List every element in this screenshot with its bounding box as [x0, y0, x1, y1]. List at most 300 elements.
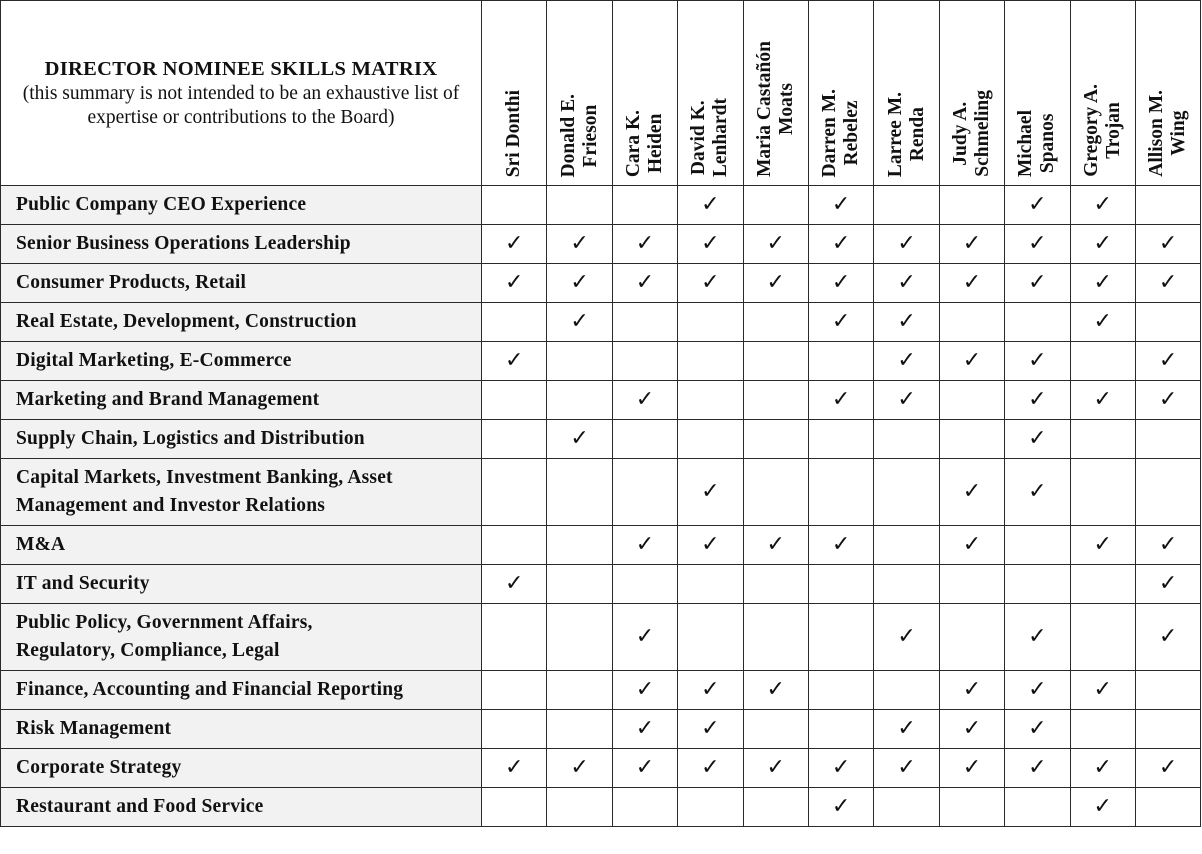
skill-mark-cell [612, 671, 677, 710]
skill-mark-cell [743, 749, 808, 788]
skill-mark-cell [1135, 526, 1200, 565]
skill-label-text: IT and Security [16, 573, 150, 594]
skill-mark-cell [1135, 381, 1200, 420]
skill-mark-cell [939, 526, 1004, 565]
skill-mark-cell [874, 420, 939, 459]
skill-label [1, 303, 482, 342]
director-column-header [678, 1, 743, 186]
skill-mark-cell [612, 710, 677, 749]
skill-mark-cell [1070, 604, 1135, 671]
check-mark-icon: ✓ [635, 532, 655, 557]
skill-mark-cell [874, 749, 939, 788]
check-mark-icon: ✓ [1028, 426, 1047, 451]
skill-mark-cell [678, 604, 743, 671]
skill-mark-cell [939, 186, 1004, 225]
skill-mark-cell [874, 225, 939, 264]
check-mark-icon: ✓ [831, 794, 851, 819]
skill-label [1, 186, 482, 225]
skill-mark-cell [1005, 526, 1070, 565]
skill-row [1, 303, 1201, 342]
check-mark-icon: ✓ [962, 231, 982, 256]
skill-mark-cell [874, 459, 939, 526]
check-mark-icon: ✓ [1028, 387, 1047, 412]
skill-mark-cell [874, 342, 939, 381]
skill-mark-cell [939, 381, 1004, 420]
skill-mark-cell [482, 604, 547, 671]
skill-label [1, 565, 482, 604]
check-mark-icon: ✓ [1093, 387, 1112, 412]
check-mark-icon: ✓ [831, 192, 851, 217]
skill-mark-cell [874, 710, 939, 749]
skill-mark-cell [939, 565, 1004, 604]
skill-label-text: Real Estate, Development, Construction [16, 311, 357, 332]
skill-mark-cell [482, 671, 547, 710]
director-name: Donald E. Frieson [557, 93, 601, 177]
check-mark-icon: ✓ [1093, 192, 1112, 217]
skill-mark-cell [808, 710, 873, 749]
skill-mark-cell [743, 710, 808, 749]
skill-mark-cell [939, 420, 1004, 459]
skill-mark-cell [1005, 264, 1070, 303]
skill-mark-cell [678, 565, 743, 604]
skill-mark-cell [678, 710, 743, 749]
skill-mark-cell [808, 671, 873, 710]
check-mark-icon: ✓ [1028, 479, 1047, 504]
check-mark-icon: ✓ [570, 270, 589, 295]
skill-mark-cell [874, 604, 939, 671]
check-mark-icon: ✓ [570, 309, 589, 334]
skill-mark-cell [678, 788, 743, 827]
check-mark-icon: ✓ [1158, 532, 1178, 557]
director-column-header [939, 1, 1004, 186]
skill-mark-cell [939, 264, 1004, 303]
matrix-title-cell [1, 1, 482, 186]
skill-mark-cell [1070, 459, 1135, 526]
skill-mark-cell [743, 526, 808, 565]
skill-mark-cell [1135, 788, 1200, 827]
skill-mark-cell [612, 303, 677, 342]
skill-mark-cell [612, 225, 677, 264]
skill-mark-cell [547, 710, 612, 749]
skill-mark-cell [482, 264, 547, 303]
check-mark-icon: ✓ [766, 532, 785, 557]
check-mark-icon: ✓ [1158, 270, 1178, 295]
check-mark-icon: ✓ [635, 624, 655, 649]
check-mark-icon: ✓ [766, 231, 785, 256]
check-mark-icon: ✓ [1158, 624, 1178, 649]
director-column-header [1070, 1, 1135, 186]
matrix-title: DIRECTOR NOMINEE SKILLS MATRIX [44, 58, 438, 80]
skill-mark-cell [1005, 225, 1070, 264]
check-mark-icon: ✓ [1028, 231, 1047, 256]
skill-mark-cell [1135, 420, 1200, 459]
skill-mark-cell [743, 565, 808, 604]
skill-mark-cell [808, 749, 873, 788]
check-mark-icon: ✓ [962, 532, 982, 557]
check-mark-icon: ✓ [962, 716, 982, 741]
skill-mark-cell [482, 381, 547, 420]
skill-mark-cell [1070, 671, 1135, 710]
skill-mark-cell [612, 342, 677, 381]
skill-mark-cell [1070, 526, 1135, 565]
skill-mark-cell [1135, 604, 1200, 671]
skill-mark-cell [678, 303, 743, 342]
skill-label-text: Risk Management [16, 718, 172, 739]
check-mark-icon: ✓ [1158, 231, 1178, 256]
check-mark-icon: ✓ [635, 677, 655, 702]
skill-mark-cell [808, 565, 873, 604]
check-mark-icon: ✓ [1093, 309, 1112, 334]
skill-mark-cell [808, 788, 873, 827]
check-mark-icon: ✓ [1093, 677, 1112, 702]
director-name: Allison M. Wing [1146, 90, 1190, 177]
skill-mark-cell [808, 604, 873, 671]
skill-row [1, 459, 1201, 526]
skill-row [1, 671, 1201, 710]
check-mark-icon: ✓ [1028, 192, 1047, 217]
skill-mark-cell [808, 303, 873, 342]
director-name: Gregory A. Trojan [1080, 84, 1124, 177]
skill-mark-cell [547, 459, 612, 526]
check-mark-icon: ✓ [897, 231, 916, 256]
skill-mark-cell [547, 342, 612, 381]
skill-label-text: Consumer Products, Retail [16, 272, 247, 293]
skill-mark-cell [743, 186, 808, 225]
skill-label [1, 420, 482, 459]
skill-mark-cell [743, 381, 808, 420]
skill-mark-cell [1070, 303, 1135, 342]
check-mark-icon: ✓ [962, 677, 982, 702]
skill-mark-cell [874, 303, 939, 342]
skill-mark-cell [547, 749, 612, 788]
skill-mark-cell [482, 186, 547, 225]
skill-mark-cell [939, 710, 1004, 749]
skill-mark-cell [743, 342, 808, 381]
skill-mark-cell [482, 420, 547, 459]
skill-mark-cell [678, 342, 743, 381]
skill-row [1, 604, 1201, 671]
skill-mark-cell [808, 381, 873, 420]
skill-label-text: Supply Chain, Logistics and Distribution [16, 428, 365, 449]
director-name: Larree M. Renda [884, 91, 928, 177]
matrix-body [1, 186, 1201, 827]
check-mark-icon: ✓ [1093, 794, 1112, 819]
skill-mark-cell [1070, 381, 1135, 420]
skill-mark-cell [1135, 342, 1200, 381]
skill-mark-cell [743, 788, 808, 827]
skill-mark-cell [547, 420, 612, 459]
skill-mark-cell [743, 303, 808, 342]
skill-row [1, 788, 1201, 827]
director-column-header [547, 1, 612, 186]
check-mark-icon: ✓ [504, 571, 524, 596]
skill-row [1, 710, 1201, 749]
check-mark-icon: ✓ [897, 270, 916, 295]
director-column-header [612, 1, 677, 186]
check-mark-icon: ✓ [701, 231, 720, 256]
skill-label [1, 342, 482, 381]
skill-label-text: Finance, Accounting and Financial Reporting [16, 679, 404, 700]
skill-mark-cell [743, 420, 808, 459]
skill-label-text: Corporate Strategy [16, 757, 182, 778]
director-column-header [808, 1, 873, 186]
skill-mark-cell [612, 604, 677, 671]
skill-mark-cell [1135, 459, 1200, 526]
skill-label [1, 264, 482, 303]
skill-mark-cell [1070, 788, 1135, 827]
check-mark-icon: ✓ [701, 755, 720, 780]
check-mark-icon: ✓ [897, 348, 916, 373]
director-name: Darren M. Rebelez [819, 88, 863, 177]
check-mark-icon: ✓ [1028, 348, 1047, 373]
skill-label-text: M&A [16, 534, 66, 555]
skill-mark-cell [678, 671, 743, 710]
check-mark-icon: ✓ [831, 309, 851, 334]
skill-label [1, 749, 482, 788]
skill-mark-cell [1005, 420, 1070, 459]
check-mark-icon: ✓ [1158, 755, 1178, 780]
skill-mark-cell [874, 264, 939, 303]
check-mark-icon: ✓ [962, 348, 982, 373]
skill-mark-cell [874, 526, 939, 565]
skill-row [1, 381, 1201, 420]
skill-mark-cell [547, 671, 612, 710]
skill-mark-cell [808, 264, 873, 303]
skill-mark-cell [743, 671, 808, 710]
skill-mark-cell [1135, 225, 1200, 264]
skill-mark-cell [612, 381, 677, 420]
skill-label-text: Public Policy, Government Affairs, Regulatory, Compliance, Legal [16, 612, 313, 661]
skill-mark-cell [1070, 225, 1135, 264]
skill-mark-cell [1135, 186, 1200, 225]
skill-row [1, 420, 1201, 459]
skill-mark-cell [808, 459, 873, 526]
skill-mark-cell [874, 381, 939, 420]
skill-mark-cell [612, 459, 677, 526]
skill-mark-cell [678, 264, 743, 303]
skill-mark-cell [678, 526, 743, 565]
check-mark-icon: ✓ [701, 677, 720, 702]
skill-mark-cell [678, 749, 743, 788]
check-mark-icon: ✓ [635, 716, 655, 741]
skill-label [1, 526, 482, 565]
check-mark-icon: ✓ [831, 270, 851, 295]
skill-mark-cell [1070, 264, 1135, 303]
skill-mark-cell [678, 381, 743, 420]
skill-mark-cell [612, 526, 677, 565]
skill-mark-cell [482, 225, 547, 264]
skill-mark-cell [1135, 565, 1200, 604]
skill-mark-cell [547, 565, 612, 604]
skill-mark-cell [612, 420, 677, 459]
skill-mark-cell [678, 186, 743, 225]
check-mark-icon: ✓ [766, 755, 785, 780]
skill-mark-cell [547, 526, 612, 565]
skill-mark-cell [939, 225, 1004, 264]
skill-mark-cell [1135, 671, 1200, 710]
check-mark-icon: ✓ [766, 270, 785, 295]
skill-row [1, 225, 1201, 264]
check-mark-icon: ✓ [897, 387, 916, 412]
skill-mark-cell [939, 604, 1004, 671]
skill-mark-cell [482, 526, 547, 565]
skill-mark-cell [874, 186, 939, 225]
skill-mark-cell [612, 788, 677, 827]
skill-mark-cell [1005, 381, 1070, 420]
director-column-header [1135, 1, 1200, 186]
check-mark-icon: ✓ [962, 755, 982, 780]
director-name: Cara K. Heiden [622, 109, 666, 177]
skill-label [1, 710, 482, 749]
skill-mark-cell [1070, 710, 1135, 749]
skill-mark-cell [612, 264, 677, 303]
director-column-header [743, 1, 808, 186]
skill-mark-cell [612, 186, 677, 225]
skill-mark-cell [1135, 710, 1200, 749]
check-mark-icon: ✓ [635, 270, 655, 295]
check-mark-icon: ✓ [897, 309, 916, 334]
check-mark-icon: ✓ [1028, 677, 1047, 702]
check-mark-icon: ✓ [570, 231, 589, 256]
skill-mark-cell [1070, 565, 1135, 604]
skill-mark-cell [939, 788, 1004, 827]
skill-mark-cell [743, 459, 808, 526]
skill-label-text: Capital Markets, Investment Banking, Asset Management and Investor Relations [16, 467, 393, 516]
skill-label [1, 459, 482, 526]
skill-mark-cell [547, 604, 612, 671]
check-mark-icon: ✓ [766, 677, 785, 702]
skill-mark-cell [678, 420, 743, 459]
check-mark-icon: ✓ [635, 387, 655, 412]
check-mark-icon: ✓ [1028, 270, 1047, 295]
skill-mark-cell [1005, 565, 1070, 604]
skill-mark-cell [1135, 749, 1200, 788]
skill-mark-cell [1005, 788, 1070, 827]
skill-mark-cell [808, 342, 873, 381]
skill-mark-cell [482, 303, 547, 342]
skill-mark-cell [547, 264, 612, 303]
skill-mark-cell [939, 749, 1004, 788]
check-mark-icon: ✓ [1093, 532, 1112, 557]
check-mark-icon: ✓ [831, 532, 851, 557]
skill-mark-cell [547, 303, 612, 342]
check-mark-icon: ✓ [831, 387, 851, 412]
skill-mark-cell [612, 749, 677, 788]
skill-mark-cell [874, 788, 939, 827]
header-row [1, 1, 1201, 186]
skill-mark-cell [939, 342, 1004, 381]
check-mark-icon: ✓ [504, 231, 524, 256]
check-mark-icon: ✓ [831, 231, 851, 256]
skill-row [1, 342, 1201, 381]
check-mark-icon: ✓ [635, 231, 655, 256]
skill-label [1, 788, 482, 827]
skill-mark-cell [482, 749, 547, 788]
matrix-subtitle: (this summary is not intended to be an exhaustive list of expertise or contributions to the Board) [22, 83, 460, 128]
skill-mark-cell [939, 671, 1004, 710]
skill-label-text: Digital Marketing, E-Commerce [16, 350, 292, 371]
skill-mark-cell [547, 788, 612, 827]
skill-mark-cell [678, 459, 743, 526]
check-mark-icon: ✓ [897, 716, 916, 741]
check-mark-icon: ✓ [504, 348, 524, 373]
director-name: Maria Castañón Moats [753, 41, 797, 177]
skill-label [1, 671, 482, 710]
skill-mark-cell [1005, 303, 1070, 342]
skill-mark-cell [1005, 186, 1070, 225]
skill-mark-cell [874, 671, 939, 710]
check-mark-icon: ✓ [1093, 270, 1112, 295]
check-mark-icon: ✓ [504, 755, 524, 780]
skill-mark-cell [678, 225, 743, 264]
director-name: Sri Donthi [503, 89, 525, 177]
skill-label [1, 381, 482, 420]
check-mark-icon: ✓ [701, 532, 720, 557]
check-mark-icon: ✓ [1028, 755, 1047, 780]
check-mark-icon: ✓ [1093, 231, 1112, 256]
skill-mark-cell [547, 225, 612, 264]
skill-mark-cell [1005, 604, 1070, 671]
skill-mark-cell [1135, 303, 1200, 342]
skill-mark-cell [1005, 342, 1070, 381]
skill-label-text: Marketing and Brand Management [16, 389, 320, 410]
skill-mark-cell [874, 565, 939, 604]
skill-mark-cell [939, 303, 1004, 342]
skill-row [1, 264, 1201, 303]
director-column-header [874, 1, 939, 186]
skill-mark-cell [1005, 459, 1070, 526]
check-mark-icon: ✓ [962, 479, 982, 504]
check-mark-icon: ✓ [1028, 624, 1047, 649]
skill-mark-cell [482, 710, 547, 749]
check-mark-icon: ✓ [897, 624, 916, 649]
skill-row [1, 526, 1201, 565]
skill-mark-cell [612, 565, 677, 604]
skill-mark-cell [743, 604, 808, 671]
skill-row [1, 749, 1201, 788]
director-column-header [482, 1, 547, 186]
skill-mark-cell [482, 788, 547, 827]
skill-mark-cell [547, 186, 612, 225]
check-mark-icon: ✓ [1158, 387, 1178, 412]
check-mark-icon: ✓ [570, 426, 589, 451]
skill-mark-cell [808, 186, 873, 225]
skill-mark-cell [1070, 186, 1135, 225]
skill-mark-cell [1135, 264, 1200, 303]
skill-mark-cell [1070, 342, 1135, 381]
check-mark-icon: ✓ [570, 755, 589, 780]
skill-mark-cell [482, 342, 547, 381]
director-name: Judy A. Schmeling [949, 90, 993, 177]
check-mark-icon: ✓ [701, 192, 720, 217]
check-mark-icon: ✓ [1028, 716, 1047, 741]
skill-mark-cell [1070, 420, 1135, 459]
skill-mark-cell [1005, 749, 1070, 788]
check-mark-icon: ✓ [831, 755, 851, 780]
check-mark-icon: ✓ [1158, 571, 1178, 596]
check-mark-icon: ✓ [701, 479, 720, 504]
director-column-header [1005, 1, 1070, 186]
check-mark-icon: ✓ [701, 716, 720, 741]
skill-mark-cell [808, 420, 873, 459]
skill-mark-cell [939, 459, 1004, 526]
skill-mark-cell [482, 459, 547, 526]
check-mark-icon: ✓ [962, 270, 982, 295]
skill-mark-cell [808, 526, 873, 565]
skill-mark-cell [743, 225, 808, 264]
check-mark-icon: ✓ [701, 270, 720, 295]
skill-mark-cell [482, 565, 547, 604]
